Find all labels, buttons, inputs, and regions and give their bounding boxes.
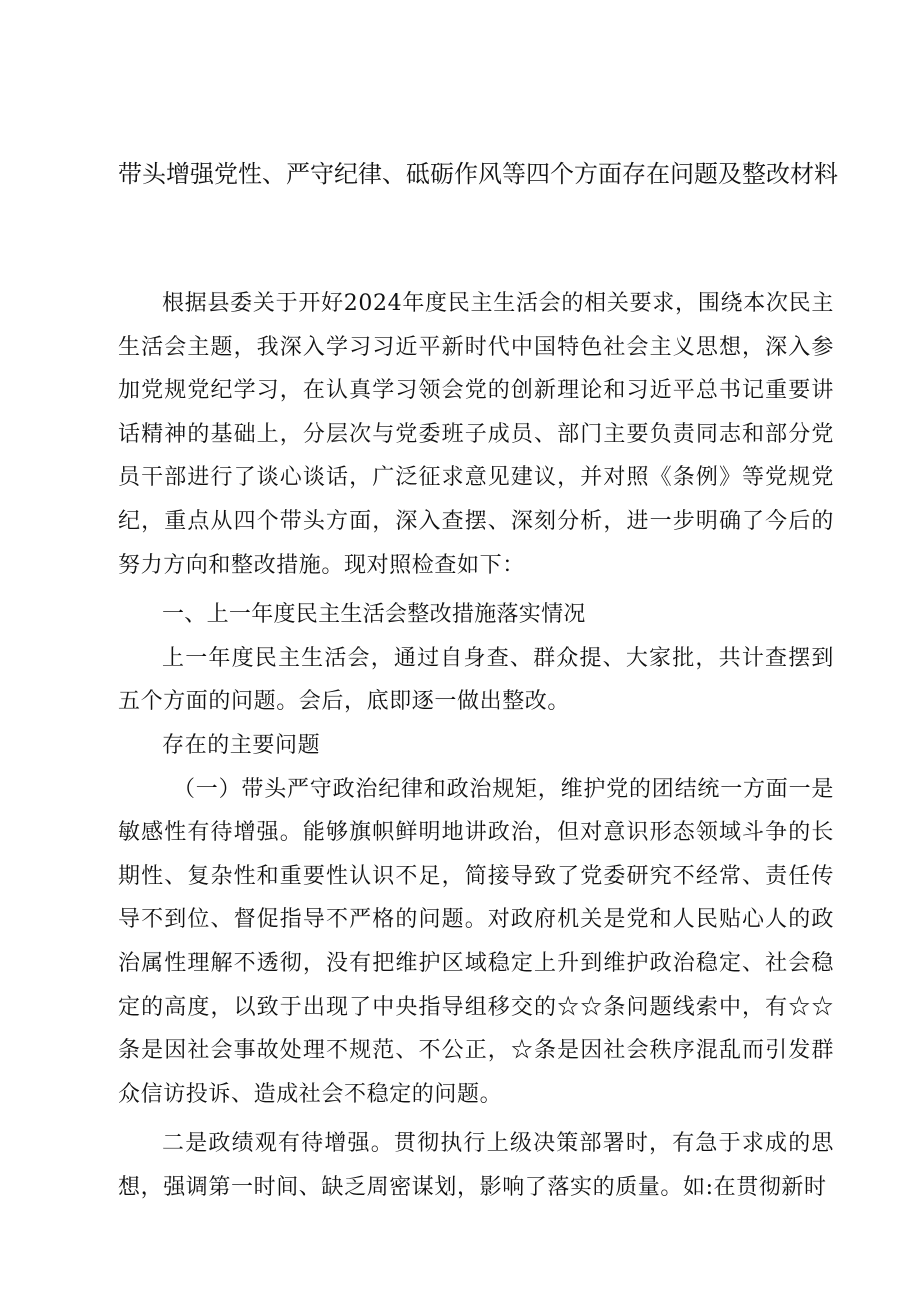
main-problems-label: 存在的主要问题	[162, 732, 321, 758]
section-1-heading: 一、上一年度民主生活会整改措施落实情况	[162, 602, 586, 628]
item-1-paragraph: （一）带头严守政治纪律和政治规矩，维护党的团结统一方面一是敏感性有待增强。能够旗帜鲜明地讲政治，但对意识形态领域斗争的长期性、复杂性和重要性认识不足，简接导致了党委研究不经常、责任传导不到位、督促指导不严格的问题。对政府机关是党和人民贴心人的政治属性理解不透彻，没有把维护区域稳定上升到维护政治稳定、社会稳定的高度，以致于出现了中央指导组移交的☆☆条问题线索中，有☆☆条是因社会事故处理不规范、不公正，☆条是因社会秩序混乱而引发群众信访投诉、造成社会不稳定的问题。	[118, 776, 834, 1107]
item-2-paragraph: 二是政绩观有待增强。贯彻执行上级决策部署时，有急于求成的思想，强调第一时间、缺乏周密谋划，影响了落实的质量。如:在贯彻新时	[118, 1131, 834, 1200]
document-body	[118, 282, 834, 1209]
intro-paragraph: 根据县委关于开好2024年度民主生活会的相关要求，围绕本次民主生活会主题，我深入学习习近平新时代中国特色社会主义思想，深入参加党规党纪学习，在认真学习领会党的创新理论和习近平总书记重要讲话精神的基础上，分层次与党委班子成员、部门主要负责同志和部分党员干部进行了谈心谈话，广泛征求意见建议，并对照《条例》等党规党纪，重点从四个带头方面，深入查摆、深刻分析，进一步明确了今后的努力方向和整改措施。现对照检查如下：	[118, 291, 834, 578]
section-1-paragraph: 上一年度民主生活会，通过自身查、群众提、大家批，共计查摆到五个方面的问题。会后，底即逐一做出整改。	[118, 645, 834, 715]
document-title: 带头增强党性、严守纪律、砥砺作风等四个方面存在问题及整改材料	[118, 160, 838, 188]
